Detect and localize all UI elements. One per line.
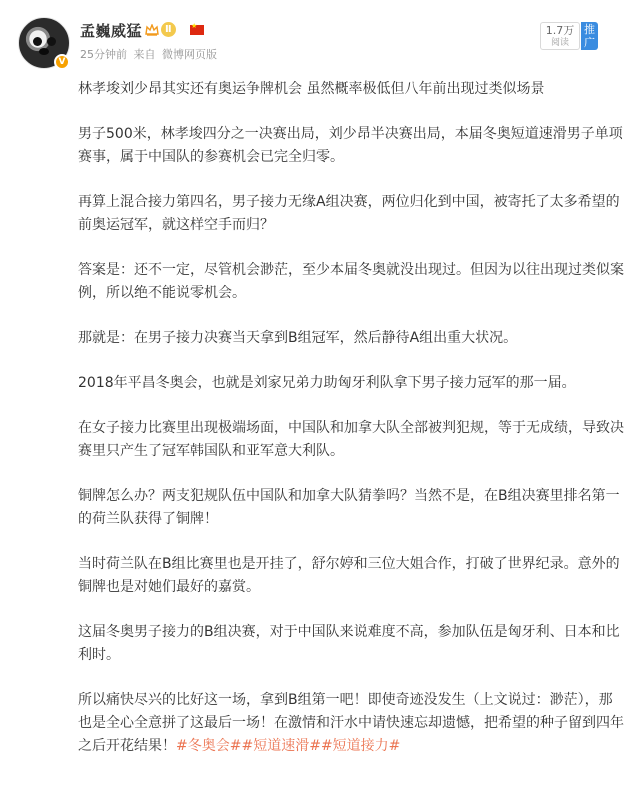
paragraph: 那就是：在男子接力决赛当天拿到B组冠军，然后静待A组出重大状况。 (78, 330, 518, 346)
paragraph: 再算上混合接力第四名，男子接力无缘A组决赛，两位归化到中国，被寄托了太多希望的前奥运冠军，就这样空手而归？ (78, 194, 620, 233)
post-meta (80, 46, 220, 62)
paragraph-text: 所以痛快尽兴的比好这一场，拿到B组第一吧！即使奇迹没发生（上文说过：渺茫），那也是全心全意拼了这最后一场！在激情和汗水中请快速忘却遗憾，把希望的种子留到四年之后开花结果！ (78, 692, 624, 754)
level-badge[interactable]: Ⅱ (161, 22, 176, 37)
avatar-eye (33, 37, 42, 46)
crown-icon[interactable] (145, 24, 159, 36)
paragraph: 2018年平昌冬奥会，也就是刘家兄弟力助匈牙利队拿下男子接力冠军的那一届。 (78, 375, 576, 391)
paragraph: 男子500米，林孝埈四分之一决赛出局，刘少昂半决赛出局，本届冬奥短道速滑男子单项赛事，属于中国队的参赛机会已完全归零。 (78, 126, 623, 165)
source-prefix: 来自 (133, 48, 156, 61)
read-label: 阅读 (550, 38, 569, 48)
paragraph: 答案是：还不一定，尽管机会渺茫，至少本届冬奥就没出现过。但因为以往出现过类似案例，所以绝不能说零机会。 (78, 262, 624, 301)
post-source[interactable]: 微博网页版 (162, 48, 217, 61)
paragraph: 这届冬奥男子接力的B组决赛，对于中国队来说难度不高，参加队伍是匈牙利、日本和比利时。 (78, 624, 620, 663)
post-time[interactable]: 25分钟前 (80, 48, 127, 61)
avatar-nose (39, 48, 49, 55)
read-count-box (540, 22, 580, 50)
post-header (0, 0, 636, 78)
hashtag-link[interactable]: #冬奥会# (176, 738, 242, 754)
paragraph: 在女子接力比赛里出现极端场面，中国队和加拿大队全部被判犯规，等于无成绩，导致决赛里只产生了冠军韩国队和亚军意大利队。 (78, 420, 624, 459)
author-name[interactable]: 孟巍威猛 (80, 22, 143, 40)
read-count: 1.7万 (545, 24, 575, 37)
paragraph: 铜牌怎么办？两支犯规队伍中国队和加拿大队猜拳吗？当然不是，在B组决赛里排名第一的荷兰队获得了铜牌！ (78, 488, 620, 527)
china-flag-icon (190, 25, 204, 35)
paragraph-last (78, 689, 626, 758)
verified-badge-icon: V (54, 54, 70, 70)
promote-button[interactable]: 推广 (581, 22, 598, 50)
hashtag-link[interactable]: #短道接力# (320, 738, 401, 754)
hashtag-link[interactable]: #短道速滑# (241, 738, 321, 754)
post-body (78, 78, 626, 758)
paragraph: 当时荷兰队在B组比赛里也是开挂了，舒尔婷和三位大姐合作，打破了世界纪录。意外的铜牌也是对她们最好的嘉赏。 (78, 556, 620, 595)
paragraph: 林孝埈刘少昂其实还有奥运争牌机会 虽然概率极低但八年前出现过类似场景 (78, 81, 545, 97)
avatar-eye (47, 37, 56, 46)
